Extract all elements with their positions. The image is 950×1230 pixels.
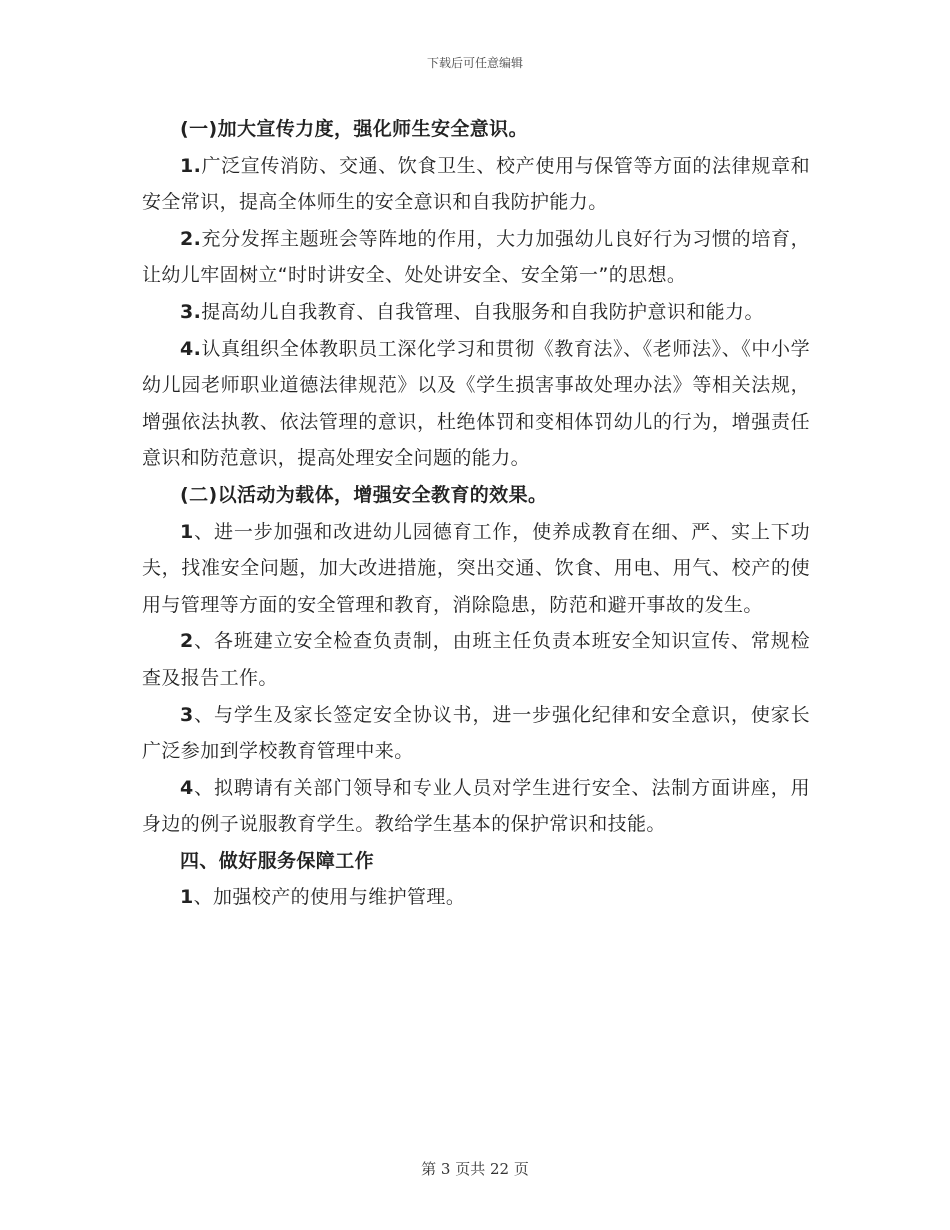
item-number: 3.: [180, 300, 202, 323]
paragraph-text: 、各班建立安全检查负责制，由班主任负责本班安全知识宣传、常规检查及报告工作。: [142, 630, 810, 689]
item-number: 4: [180, 776, 194, 799]
paragraph-2-3: [142, 697, 810, 770]
paragraph-4-1: [142, 879, 810, 916]
paragraph-text: 提高幼儿自我教育、自我管理、自我服务和自我防护意识和能力。: [201, 300, 764, 323]
item-number: 1: [180, 520, 194, 543]
paragraph-2-1: [142, 514, 810, 624]
paragraph-text: 、与学生及家长签定安全协议书，进一步强化纪律和安全意识，使家长广泛参加到学校教育管理中来。: [142, 703, 810, 763]
item-number: 4.: [180, 337, 202, 360]
paragraph-text: 广泛宣传消防、交通、饮食卫生、校产使用与保管等方面的法律规章和安全常识，提高全体师生的安全意识和自我防护能力。: [142, 154, 810, 214]
paragraph-1-1: [142, 148, 810, 221]
paragraph-2-4: [142, 770, 810, 843]
document-body: [142, 111, 810, 916]
item-number: 2: [180, 630, 194, 653]
paragraph-text: 认真组织全体教职员工深化学习和贯彻《教育法》、《老师法》、《中小学幼儿园老师职业道德法律规范》以及《学生损害事故处理办法》等相关法规，增强依法执教、依法管理的意识，杜绝体罚和变相体罚幼儿的行为，增强责任意识和防范意识，提高处理安全问题的能力。: [142, 337, 810, 470]
paragraph-1-3: [142, 294, 810, 331]
section-heading-1: (一)加大宣传力度，强化师生安全意识。: [180, 118, 528, 140]
item-number: 1: [180, 886, 194, 909]
item-number: 2.: [180, 227, 202, 250]
paragraph-text: 、进一步加强和改进幼儿园德育工作，使养成教育在细、严、实上下功夫，找准安全问题，加大改进措施，突出交通、饮食、用电、用气、校产的使用与管理等方面的安全管理和教育，消除隐患，防范和避开事故的发生。: [142, 520, 810, 616]
item-number: 1.: [180, 154, 202, 177]
paragraph-text: 充分发挥主题班会等阵地的作用，大力加强幼儿良好行为习惯的培育，让幼儿牢固树立“时时讲安全、处处讲安全、安全第一”的思想。: [142, 227, 810, 287]
paragraph-1-4: [142, 331, 810, 477]
paragraph-text: 、拟聘请有关部门领导和专业人员对学生进行安全、法制方面讲座，用身边的例子说服教育学生。教给学生基本的保护常识和技能。: [142, 776, 810, 836]
paragraph-text: 、加强校产的使用与维护管理。: [193, 886, 466, 909]
page-header: 下载后可任意编辑: [426, 56, 523, 70]
page-footer: 第 3 页共 22 页: [421, 1160, 529, 1178]
paragraph-1-2: [142, 221, 810, 294]
section-heading-2: (二)以活动为载体，增强安全教育的效果。: [180, 483, 548, 506]
section-heading-4: 四、做好服务保障工作: [180, 849, 375, 872]
item-number: 3: [180, 703, 194, 726]
paragraph-2-2: [142, 623, 810, 696]
